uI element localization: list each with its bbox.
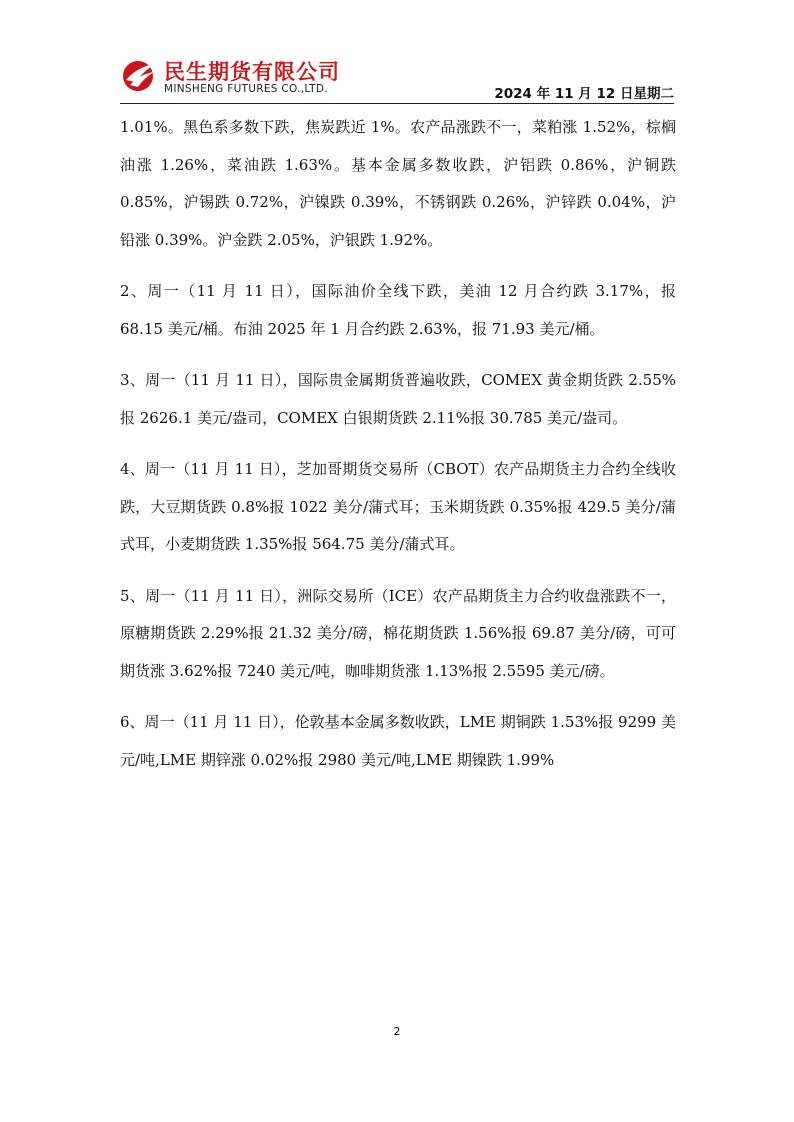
paragraph-1: 1.01%。黑色系多数下跌，焦炭跌近 1%。农产品涨跌不一，菜粕涨 1.52%，棕榈油涨 1.26%，菜油跌 1.63%。基本金属多数收跌，沪铝跌 0.86%，沪铜跌 0.85%，沪锡跌 0.72%，沪镍跌 0.39%，不锈钢跌 0.26%，沪锌跌 0.04%，沪铅涨 0.39%。沪金跌 2.05%，沪银跌 1.92%。 — [120, 118, 676, 249]
report-body — [120, 109, 676, 793]
paragraph-5: 5、周一（11 月 11 日），洲际交易所（ICE）农产品期货主力合约收盘涨跌不一，原糖期货跌 2.29%报 21.32 美分/磅，棉花期货跌 1.56%报 69.87 美分/磅，可可期货涨 3.62%报 7240 美元/吨，咖啡期货涨 1.13%报 2.5595 美元/磅。 — [120, 586, 676, 680]
header-divider — [120, 103, 674, 104]
page-header — [120, 52, 674, 104]
paragraph-4: 4、周一（11 月 11 日），芝加哥期货交易所（CBOT）农产品期货主力合约全线收跌，大豆期货跌 0.8%报 1022 美分/蒲式耳；玉米期货跌 0.35%报 429.5 美分/蒲式耳，小麦期货跌 1.35%报 564.75 美分/蒲式耳。 — [120, 460, 676, 553]
brand-name-en: MINSHENG FUTURES CO.,LTD. — [164, 83, 328, 95]
report-date: 2024 年 11 月 12 日星期二 — [494, 86, 674, 102]
company-logo — [120, 52, 380, 100]
minsheng-logo-icon — [120, 58, 160, 92]
page-number: 2 — [393, 1025, 401, 1038]
paragraph-3: 3、周一（11 月 11 日），国际贵金属期货普遍收跌，COMEX 黄金期货跌 2.55%报 2626.1 美元/盎司，COMEX 白银期货跌 2.11%报 30.785 美元/盎司。 — [120, 371, 676, 427]
paragraph-2: 2、周一（11 月 11 日），国际油价全线下跌，美油 12 月合约跌 3.17%，报 68.15 美元/桶。布油 2025 年 1 月合约跌 2.63%，报 71.93 美元/桶。 — [120, 282, 676, 338]
paragraph-6: 6、周一（11 月 11 日），伦敦基本金属多数收跌，LME 期铜跌 1.53%报 9299 美元/吨,LME 期锌涨 0.02%报 2980 美元/吨,LME 期镍跌 1.99% — [120, 713, 676, 769]
brand-name-cn: 民生期货有限公司 — [164, 60, 340, 84]
